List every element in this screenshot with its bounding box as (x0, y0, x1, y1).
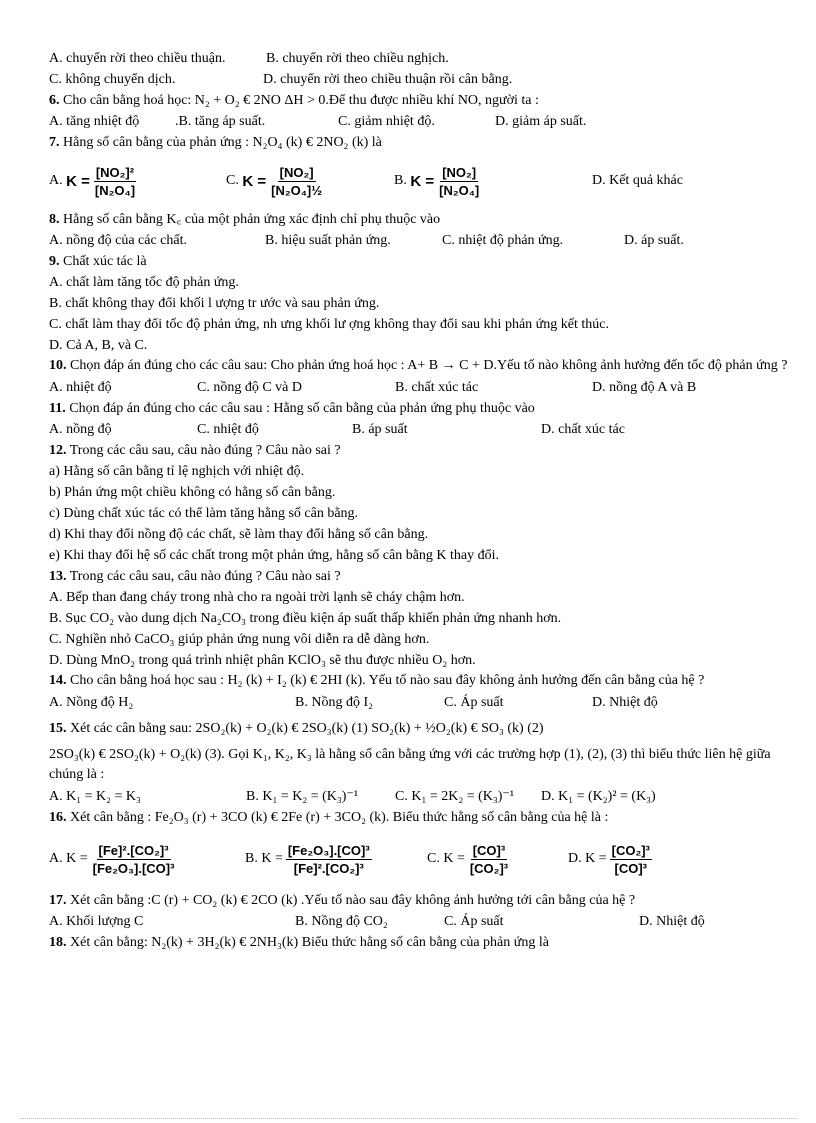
option-a-formula: A. K = $\frac{\text{[NO₂]²}}{\text{[N₂O₄]}}$ (49, 164, 136, 198)
option-text: C. nồng độ C và D (197, 380, 302, 395)
answer-row (49, 293, 789, 314)
question-number: 15. (49, 721, 67, 736)
question-number: 9. (49, 254, 60, 269)
option-text: C. Áp suất (444, 914, 504, 929)
statement-text: B. Sục CO₂ vào dung dịch Na₂CO₃ trong điều kiện áp suất thấp khiến phản ứng nhanh hơn. (49, 611, 562, 626)
question-text: 11. Chọn đáp án đúng cho các câu sau : Hằng số cân bằng của phản ứng phụ thuộc vào (49, 401, 535, 416)
question-number: 12. (49, 443, 67, 458)
statement (49, 482, 789, 503)
option-text: A. Khối lượng C (49, 914, 144, 929)
question-number: 18. (49, 935, 67, 950)
answer-row (49, 786, 789, 807)
question-7 (49, 132, 789, 153)
question-17 (49, 890, 789, 911)
option-text: C. nhiệt độ phản ứng. (442, 233, 564, 248)
statement (49, 608, 789, 629)
option-text: C. giảm nhiệt độ. (338, 114, 435, 129)
question-text: 6. Cho cân bằng hoá học: N₂ + O₂ € 2NO ΔH > 0.Để thu được nhiều khí NO, người ta : (49, 93, 539, 108)
option-text: B. Nồng độ CO₂ (295, 914, 388, 929)
option-text: B. hiệu suất phản ứng. (265, 233, 391, 248)
fraction: $\frac{\text{[NO₂]}}{\text{[N₂O₄]}}$ (439, 164, 480, 198)
option-text: C. Áp suất (444, 695, 504, 710)
option-text: A. K₁ = K₂ = K₃ (49, 789, 141, 804)
option-text: A. nồng độ của các chất. (49, 233, 187, 248)
option-b-formula: B. K = $\frac{\text{[NO₂]}}{\text{[N₂O₄]}}$ (394, 164, 480, 198)
option-text: B. chuyển rời theo chiều nghịch. (266, 51, 449, 66)
statement-text: e) Khi thay đổi hệ số các chất trong một phản ứng, hằng số cân bằng K thay đổi. (49, 548, 500, 563)
question-15 (49, 713, 789, 745)
fraction: $\frac{\text{[Fe₂O₃].[CO]³}}{\text{[Fe]².[CO₂]³}}$ (287, 842, 370, 876)
question-number: 14. (49, 673, 67, 688)
question-16 (49, 807, 789, 828)
question-6 (49, 90, 789, 111)
answer-row (49, 230, 789, 251)
fraction: $\frac{\text{[NO₂]}}{\text{[N₂O₄]½}}$ (271, 164, 323, 198)
question-text: 17. Xét cân bằng :C (r) + CO₂ (k) € 2CO (k) .Yếu tố nào sau đây không ảnh hưởng tới cân bằng của hệ ? (49, 893, 636, 908)
option-text: C. K₁ = 2K₂ = (K₃)⁻¹ (395, 789, 515, 804)
fraction: $\frac{\text{[CO]³}}{\text{[CO₂]³}}$ (469, 842, 509, 876)
option-text: B. chất không thay đổi khối l ượng tr ước và sau phản ứng. (49, 296, 380, 311)
question-10: 10. Chọn đáp án đúng cho các câu sau: Cho phản ứng hoá học : A+ B → C + D.Yếu tố nào không ảnh hưởng đến tốc độ phản ứng ? (49, 358, 788, 373)
page-divider (20, 1118, 796, 1119)
question-number: 11. (49, 401, 66, 416)
option-text: B. K₁ = K₂ = (K₃)⁻¹ (246, 789, 359, 804)
statement (49, 629, 789, 650)
question-number: 7. (49, 135, 60, 150)
option-text: D. chất xúc tác (541, 422, 625, 437)
question-11 (49, 398, 789, 419)
question-15-cont: 2SO₃(k) € 2SO₂(k) + O₂(k) (3). Gọi K₁, K₂, K₃ là hằng số cân bằng ứng với các trường hợp (1), (2), (3) thì biểu thức liên hệ giữa chúng là : (49, 747, 771, 782)
option-text: D. Cả A, B, và C. (49, 338, 148, 353)
option-text: D. chuyển rời theo chiều thuận rồi cân bằng. (263, 72, 513, 87)
document-page (49, 48, 789, 953)
statement-text: a) Hằng số cân bằng tỉ lệ nghịch với nhiệt độ. (49, 464, 305, 479)
answer-row (49, 419, 789, 440)
statement (49, 461, 789, 482)
option-text: C. nhiệt độ (197, 422, 259, 437)
question-8 (49, 209, 789, 230)
fraction: $\frac{\text{[NO₂]²}}{\text{[N₂O₄]}}$ (94, 164, 136, 198)
option-text: D. Nhiệt độ (592, 695, 658, 710)
statement-text: D. Dùng MnO₂ trong quá trình nhiệt phân KClO₃ sẽ thu được nhiều O₂ hơn. (49, 653, 476, 668)
answer-row (49, 692, 789, 713)
option-text: D. K₁ = (K₂)² = (K₃) (541, 789, 656, 804)
statement (49, 524, 789, 545)
option-text: D. áp suất. (624, 233, 684, 248)
answer-row (49, 69, 789, 90)
formula-options-row (49, 153, 789, 209)
option-text: D. Nhiệt độ (639, 914, 705, 929)
question-text: 16. Xét cân bằng : Fe₂O₃ (r) + 3CO (k) € 2Fe (r) + 3CO₂ (k). Biểu thức hằng số cân bằng của hệ là : (49, 810, 609, 825)
option-c-formula: C. K = $\frac{\text{[NO₂]}}{\text{[N₂O₄]½}}$ (226, 164, 323, 198)
option-text: C. chất làm thay đổi tốc độ phản ứng, nh ưng khối lư ợng không thay đổi sau khi phản ứng kết thúc. (49, 317, 609, 332)
option-b-formula: B. K = $\frac{\text{[Fe₂O₃].[CO]³}}{\text{[Fe]².[CO₂]³}}$ (245, 842, 370, 876)
answer-row (49, 314, 789, 335)
statement-text: A. Bếp than đang cháy trong nhà cho ra ngoài trời lạnh sẽ cháy chậm hơn. (49, 590, 465, 605)
option-text: A. chất làm tăng tốc độ phản ứng. (49, 275, 239, 290)
formula-options-row (49, 828, 789, 890)
answer-row (49, 911, 789, 932)
option-text: A. Nồng độ H₂ (49, 695, 134, 710)
option-text: C. không chuyển dịch. (49, 72, 176, 87)
statement-text: d) Khi thay đổi nồng độ các chất, sẽ làm thay đổi hằng số cân bằng. (49, 527, 429, 542)
question-13 (49, 566, 789, 587)
option-d-text: D. Kết quả khác (592, 173, 683, 188)
answer-row (49, 377, 789, 398)
fraction: $\frac{\text{[Fe]².[CO₂]³}}{\text{[Fe₂O₃].[CO]³}}$ (92, 842, 175, 876)
option-d-formula: D. K = $\frac{\text{[CO₂]³}}{\text{[CO]³}}$ (568, 842, 650, 876)
question-12 (49, 440, 789, 461)
fraction: $\frac{\text{[CO₂]³}}{\text{[CO]³}}$ (611, 842, 650, 876)
option-text: A. tăng nhiệt độ (49, 114, 140, 129)
statement-text: C. Nghiền nhỏ CaCO₃ giúp phản ứng nung vôi diễn ra dễ dàng hơn. (49, 632, 430, 647)
option-text: .B. tăng áp suất. (175, 114, 266, 129)
statement (49, 587, 789, 608)
answer-row (49, 111, 789, 132)
question-text: 13. Trong các câu sau, câu nào đúng ? Câu nào sai ? (49, 569, 341, 584)
statement (49, 503, 789, 524)
statement-text: b) Phản ứng một chiều không có hằng số cân bằng. (49, 485, 336, 500)
question-14: 14. Cho cân bằng hoá học sau : H₂ (k) + I₂ (k) € 2HI (k). Yếu tố nào sau đây không ảnh hưởng đến cân bằng của hệ ? (49, 673, 705, 688)
option-text: A. nồng độ (49, 422, 112, 437)
question-number: 17. (49, 893, 67, 908)
option-c-formula: C. K = $\frac{\text{[CO]³}}{\text{[CO₂]³}}$ (427, 842, 509, 876)
statement-text: c) Dùng chất xúc tác có thể làm tăng hằng số cân bằng. (49, 506, 359, 521)
option-text: D. nồng độ A và B (592, 380, 697, 395)
question-number: 8. (49, 212, 60, 227)
option-text: A. nhiệt độ (49, 380, 112, 395)
question-number: 13. (49, 569, 67, 584)
question-text: 18. Xét cân bằng: N₂(k) + 3H₂(k) € 2NH₃(k) Biểu thức hằng số cân bằng của phản ứng là (49, 935, 549, 950)
question-number: 16. (49, 810, 67, 825)
option-text: A. chuyển rời theo chiều thuận. (49, 51, 226, 66)
option-a-formula: A. K = $\frac{\text{[Fe]².[CO₂]³}}{\text{[Fe₂O₃].[CO]³}}$ (49, 842, 175, 876)
statement (49, 545, 789, 566)
option-text: D. giảm áp suất. (495, 114, 587, 129)
option-text: B. chất xúc tác (395, 380, 479, 395)
question-text: 12. Trong các câu sau, câu nào đúng ? Câu nào sai ? (49, 443, 341, 458)
question-text: 8. Hằng số cân bằng K꜀ của một phản ứng xác định chỉ phụ thuộc vào (49, 212, 441, 227)
option-text: B. áp suất (352, 422, 408, 437)
question-text: 7. Hằng số cân bằng của phản ứng : N₂O₄ (k) € 2NO₂ (k) là (49, 135, 382, 150)
question-number: 6. (49, 93, 60, 108)
option-text: B. Nồng độ I₂ (295, 695, 373, 710)
question-text: 15. Xét các cân bằng sau: 2SO₂(k) + O₂(k) € 2SO₃(k) (1) SO₂(k) + ½O₂(k) € SO₃ (k) (2) (49, 721, 544, 736)
question-text: 9. Chất xúc tác là (49, 254, 147, 269)
answer-row (49, 48, 789, 69)
question-18 (49, 932, 789, 953)
statement (49, 650, 789, 671)
answer-row (49, 272, 789, 293)
question-9 (49, 251, 789, 272)
question-number: 10. (49, 358, 67, 373)
answer-row (49, 335, 789, 356)
